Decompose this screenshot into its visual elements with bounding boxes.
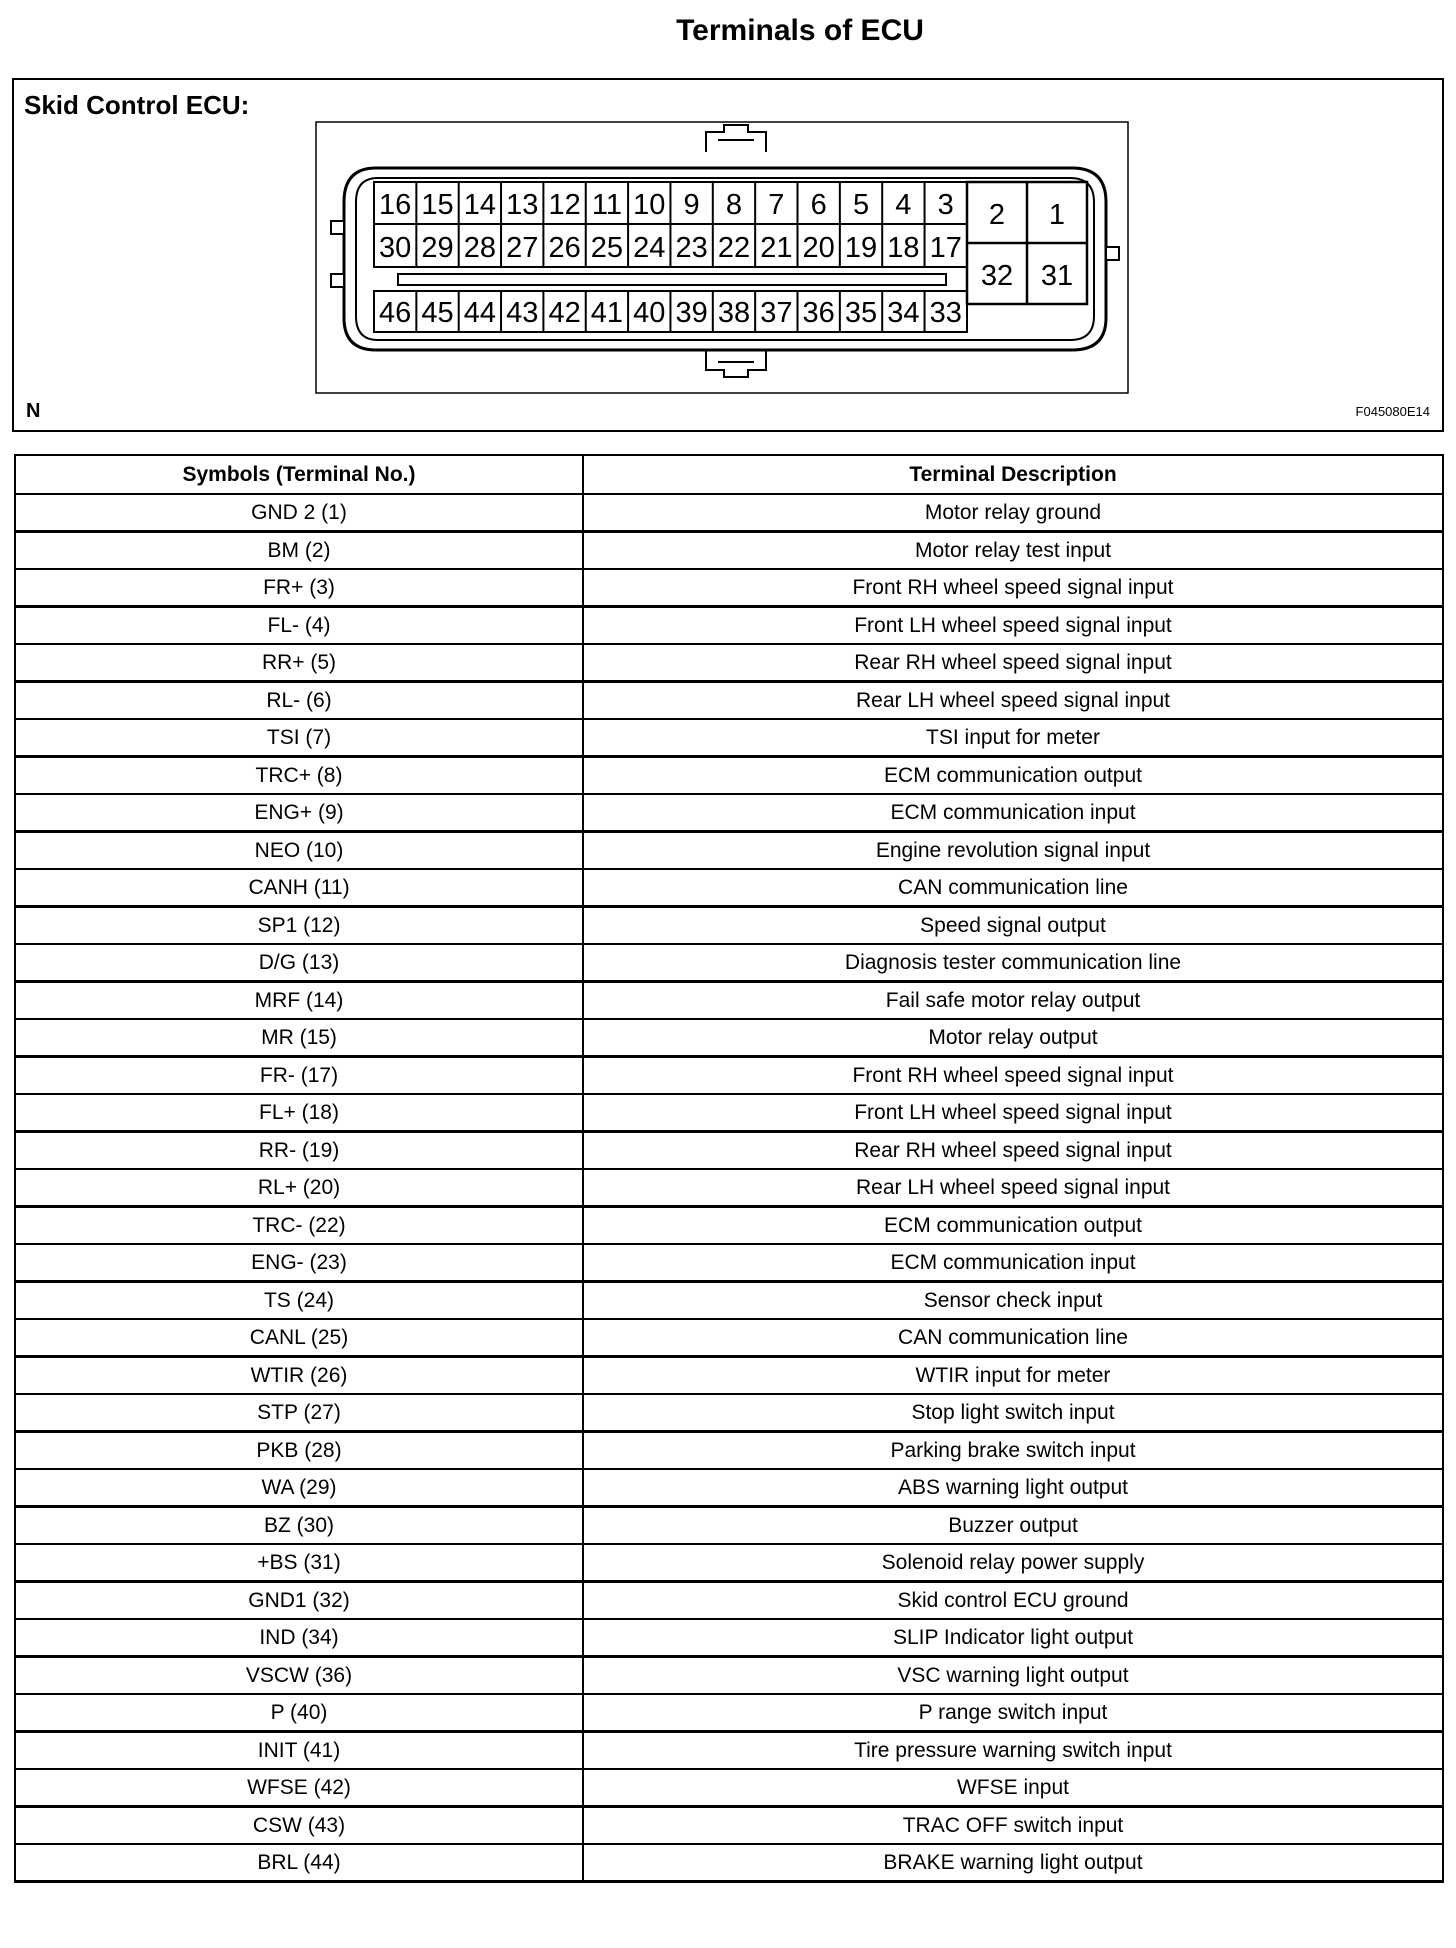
table-row bbox=[15, 719, 1443, 757]
connector-diagram bbox=[14, 80, 1442, 430]
pin-label: 35 bbox=[844, 297, 878, 329]
description-cell: Rear LH wheel speed signal input bbox=[583, 1169, 1443, 1207]
pin-label: 40 bbox=[633, 297, 666, 329]
figure-code: F045080E14 bbox=[1355, 404, 1430, 419]
symbol-cell: WFSE (42) bbox=[15, 1769, 583, 1807]
pin-label: 24 bbox=[633, 232, 666, 264]
symbol-cell: ENG+ (9) bbox=[15, 794, 583, 832]
pin-label: 44 bbox=[463, 297, 497, 329]
pin-label: 19 bbox=[844, 232, 878, 264]
table-row bbox=[15, 1169, 1443, 1207]
table-row bbox=[15, 1057, 1443, 1095]
symbol-cell: NEO (10) bbox=[15, 832, 583, 870]
table-row bbox=[15, 494, 1443, 532]
description-cell: Stop light switch input bbox=[583, 1394, 1443, 1432]
terminal-table bbox=[14, 454, 1444, 1883]
pin-label: 17 bbox=[929, 232, 962, 264]
description-cell: Tire pressure warning switch input bbox=[583, 1732, 1443, 1770]
pin-label: 30 bbox=[379, 232, 412, 264]
description-cell: Front RH wheel speed signal input bbox=[583, 569, 1443, 607]
table-row bbox=[15, 1507, 1443, 1545]
pin-label: 12 bbox=[548, 189, 581, 221]
description-cell: Rear RH wheel speed signal input bbox=[583, 644, 1443, 682]
pin-label: 2 bbox=[988, 199, 1006, 231]
left-tab-upper-icon bbox=[331, 221, 344, 234]
symbol-cell: +BS (31) bbox=[15, 1544, 583, 1582]
description-cell: Front RH wheel speed signal input bbox=[583, 1057, 1443, 1095]
symbol-cell: FR- (17) bbox=[15, 1057, 583, 1095]
pin-label: 41 bbox=[590, 297, 624, 329]
table-row bbox=[15, 1769, 1443, 1807]
symbol-cell: BRL (44) bbox=[15, 1844, 583, 1882]
table-row bbox=[15, 532, 1443, 570]
symbol-cell: PKB (28) bbox=[15, 1432, 583, 1470]
description-cell: Motor relay ground bbox=[583, 494, 1443, 532]
pin-label: 28 bbox=[463, 232, 497, 264]
symbol-cell: TS (24) bbox=[15, 1282, 583, 1320]
pin-label: 20 bbox=[802, 232, 835, 264]
symbol-cell: FL+ (18) bbox=[15, 1094, 583, 1132]
symbol-cell: BZ (30) bbox=[15, 1507, 583, 1545]
description-cell: Buzzer output bbox=[583, 1507, 1443, 1545]
table-row bbox=[15, 794, 1443, 832]
description-cell: WTIR input for meter bbox=[583, 1357, 1443, 1395]
pin-label: 36 bbox=[802, 297, 835, 329]
description-cell: Sensor check input bbox=[583, 1282, 1443, 1320]
symbol-cell: VSCW (36) bbox=[15, 1657, 583, 1695]
table-row bbox=[15, 869, 1443, 907]
table-row bbox=[15, 1694, 1443, 1732]
pin-label: 25 bbox=[590, 232, 624, 264]
pin-label: 8 bbox=[725, 189, 743, 221]
bottom-latch-icon bbox=[706, 350, 766, 377]
symbol-cell: SP1 (12) bbox=[15, 907, 583, 945]
description-cell: Diagnosis tester communication line bbox=[583, 944, 1443, 982]
symbol-cell: D/G (13) bbox=[15, 944, 583, 982]
table-row bbox=[15, 1619, 1443, 1657]
table-row bbox=[15, 1244, 1443, 1282]
symbol-cell: MRF (14) bbox=[15, 982, 583, 1020]
symbol-cell: CSW (43) bbox=[15, 1807, 583, 1845]
pin-label: 43 bbox=[506, 297, 539, 329]
table-row bbox=[15, 569, 1443, 607]
pin-label: 9 bbox=[683, 189, 700, 221]
pin-label: 6 bbox=[810, 189, 827, 221]
table-row bbox=[15, 1394, 1443, 1432]
pin-label: 18 bbox=[887, 232, 920, 264]
table-row bbox=[15, 1544, 1443, 1582]
description-cell: TRAC OFF switch input bbox=[583, 1807, 1443, 1845]
pin-label: 10 bbox=[633, 189, 666, 221]
left-tab-lower-icon bbox=[331, 274, 344, 287]
table-row bbox=[15, 1132, 1443, 1170]
symbol-cell: RR+ (5) bbox=[15, 644, 583, 682]
separator-bar bbox=[398, 274, 946, 285]
table-row bbox=[15, 1844, 1443, 1882]
pin-label: 29 bbox=[421, 232, 454, 264]
symbol-cell: BM (2) bbox=[15, 532, 583, 570]
symbol-cell: ENG- (23) bbox=[15, 1244, 583, 1282]
table-row bbox=[15, 1319, 1443, 1357]
table-row bbox=[15, 682, 1443, 720]
description-cell: Front LH wheel speed signal input bbox=[583, 607, 1443, 645]
symbol-cell: STP (27) bbox=[15, 1394, 583, 1432]
pin-label: 5 bbox=[852, 189, 870, 221]
symbol-cell: TSI (7) bbox=[15, 719, 583, 757]
description-cell: ECM communication input bbox=[583, 1244, 1443, 1282]
pin-label: 16 bbox=[379, 189, 412, 221]
pin-label: 4 bbox=[895, 189, 912, 221]
description-cell: ECM communication output bbox=[583, 757, 1443, 795]
pin-label: 38 bbox=[717, 297, 751, 329]
symbol-cell: WA (29) bbox=[15, 1469, 583, 1507]
pin-label: 45 bbox=[421, 297, 454, 329]
symbol-cell: GND1 (32) bbox=[15, 1582, 583, 1620]
table-row bbox=[15, 1807, 1443, 1845]
table-row bbox=[15, 982, 1443, 1020]
right-tab-icon bbox=[1106, 247, 1119, 260]
description-cell: ECM communication output bbox=[583, 1207, 1443, 1245]
table-row bbox=[15, 1432, 1443, 1470]
table-row bbox=[15, 607, 1443, 645]
description-cell: CAN communication line bbox=[583, 1319, 1443, 1357]
pin-label: 27 bbox=[506, 232, 539, 264]
pin-label: 15 bbox=[421, 189, 454, 221]
table-row bbox=[15, 1207, 1443, 1245]
description-cell: Skid control ECU ground bbox=[583, 1582, 1443, 1620]
pin-label: 34 bbox=[887, 297, 920, 329]
description-cell: Motor relay output bbox=[583, 1019, 1443, 1057]
description-cell: Motor relay test input bbox=[583, 532, 1443, 570]
pin-label: 22 bbox=[717, 232, 751, 264]
symbol-cell: CANL (25) bbox=[15, 1319, 583, 1357]
description-cell: Parking brake switch input bbox=[583, 1432, 1443, 1470]
table-row bbox=[15, 1357, 1443, 1395]
pin-label: 46 bbox=[379, 297, 412, 329]
corner-label: N bbox=[26, 400, 41, 422]
pin-label: 31 bbox=[1040, 260, 1074, 292]
table-row bbox=[15, 1282, 1443, 1320]
description-cell: Solenoid relay power supply bbox=[583, 1544, 1443, 1582]
description-cell: WFSE input bbox=[583, 1769, 1443, 1807]
symbol-cell: P (40) bbox=[15, 1694, 583, 1732]
table-row bbox=[15, 1657, 1443, 1695]
pin-label: 37 bbox=[760, 297, 793, 329]
symbol-cell: GND 2 (1) bbox=[15, 494, 583, 532]
table-header-row bbox=[15, 455, 1443, 494]
table-row bbox=[15, 907, 1443, 945]
table-row bbox=[15, 644, 1443, 682]
description-cell: Engine revolution signal input bbox=[583, 832, 1443, 870]
top-latch-icon bbox=[706, 125, 766, 152]
table-row bbox=[15, 1732, 1443, 1770]
pin-label: 7 bbox=[768, 189, 785, 221]
description-cell: Rear RH wheel speed signal input bbox=[583, 1132, 1443, 1170]
table-row bbox=[15, 1582, 1443, 1620]
pin-label: 3 bbox=[937, 189, 954, 221]
symbol-cell: FL- (4) bbox=[15, 607, 583, 645]
description-cell: ECM communication input bbox=[583, 794, 1443, 832]
pin-label: 33 bbox=[929, 297, 962, 329]
pin-label: 13 bbox=[506, 189, 539, 221]
symbol-cell: CANH (11) bbox=[15, 869, 583, 907]
column-header-symbols: Symbols (Terminal No.) bbox=[15, 455, 583, 494]
table-row bbox=[15, 757, 1443, 795]
description-cell: Speed signal output bbox=[583, 907, 1443, 945]
symbol-cell: MR (15) bbox=[15, 1019, 583, 1057]
symbol-cell: IND (34) bbox=[15, 1619, 583, 1657]
table-row bbox=[15, 1469, 1443, 1507]
description-cell: BRAKE warning light output bbox=[583, 1844, 1443, 1882]
symbol-cell: RL+ (20) bbox=[15, 1169, 583, 1207]
page-title: Terminals of ECU bbox=[676, 14, 924, 47]
description-cell: VSC warning light output bbox=[583, 1657, 1443, 1695]
table-row bbox=[15, 1019, 1443, 1057]
pin-label: 42 bbox=[548, 297, 581, 329]
description-cell: CAN communication line bbox=[583, 869, 1443, 907]
symbol-cell: TRC- (22) bbox=[15, 1207, 583, 1245]
description-cell: ABS warning light output bbox=[583, 1469, 1443, 1507]
pin-label: 11 bbox=[591, 189, 622, 221]
pin-label: 1 bbox=[1048, 199, 1066, 231]
symbol-cell: WTIR (26) bbox=[15, 1357, 583, 1395]
description-cell: Rear LH wheel speed signal input bbox=[583, 682, 1443, 720]
table-row bbox=[15, 1094, 1443, 1132]
description-cell: TSI input for meter bbox=[583, 719, 1443, 757]
description-cell: P range switch input bbox=[583, 1694, 1443, 1732]
description-cell: Front LH wheel speed signal input bbox=[583, 1094, 1443, 1132]
pin-label: 23 bbox=[675, 232, 708, 264]
pin-label: 32 bbox=[980, 260, 1014, 292]
symbol-cell: FR+ (3) bbox=[15, 569, 583, 607]
pin-label: 21 bbox=[760, 232, 793, 264]
table-row bbox=[15, 944, 1443, 982]
pin-label: 39 bbox=[675, 297, 708, 329]
connector-diagram-panel bbox=[12, 78, 1444, 432]
table-row bbox=[15, 832, 1443, 870]
symbol-cell: RR- (19) bbox=[15, 1132, 583, 1170]
description-cell: SLIP Indicator light output bbox=[583, 1619, 1443, 1657]
pin-label: 26 bbox=[548, 232, 581, 264]
symbol-cell: TRC+ (8) bbox=[15, 757, 583, 795]
description-cell: Fail safe motor relay output bbox=[583, 982, 1443, 1020]
diagram-heading: Skid Control ECU: bbox=[24, 90, 250, 120]
symbol-cell: RL- (6) bbox=[15, 682, 583, 720]
column-header-description: Terminal Description bbox=[583, 455, 1443, 494]
pin-label: 14 bbox=[463, 189, 497, 221]
symbol-cell: INIT (41) bbox=[15, 1732, 583, 1770]
